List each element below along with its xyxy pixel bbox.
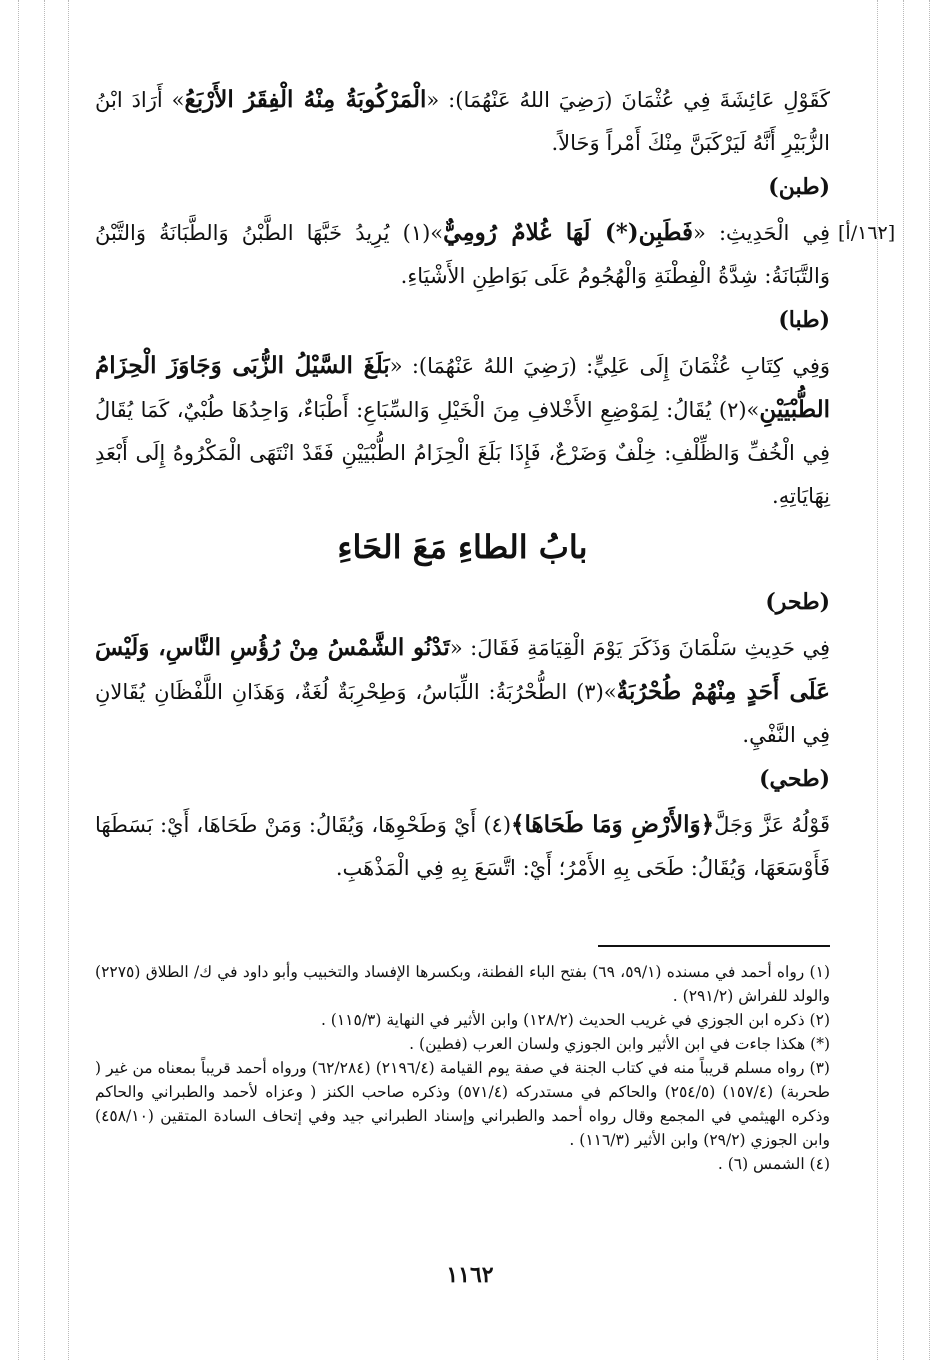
scan-dotted-line xyxy=(68,0,69,1360)
scan-dotted-line xyxy=(44,0,45,1360)
hadith-phrase: فَطَبِن(*) لَهَا غُلامٌ رُومِيٌّ xyxy=(443,219,693,246)
quoted-phrase: الْمَرْكُوبَةُ مِنْهُ الْفِقَرُ الأَرْبَعُ xyxy=(184,86,427,113)
footnote-3: (٣) رواه مسلم قريباً منه في كتاب الجنة في صفة يوم القيامة (٢١٩٦/٤) (٦٢/٢٨٤) ورواه أحمد قريباً بمعناه من غير ( طحربة) (١٥٧/٤) (٢٥٤/٥) والحاكم في مستدركه (٥٧١/٤) وذكره صاحب الكنز ( وعزاه لأحمد والطبراني والحاكم وذكره الهيثمي في المجمع وقال رواه أحمد والطبراني وإسناد الطبراني جيد وفي إتحاف السادة المتقين (٤٥٨/١٠) وابن الجوزي (٢٩/٢) وابن الأثير (١١٦/٣) . xyxy=(95,1059,831,1149)
entry-heading-taha: (طحي) xyxy=(759,766,830,792)
paragraph-3: وَفِي كِتَابِ عُثْمَانَ إِلَى عَلِيٍّ: (رَضِيَ اللهُ عَنْهُمَا): «بَلَغَ السَّيْلُ الزُّبَى وَجَاوَزَ الْحِزَامُ الطُّبْيَيْنِ»(٢) يُقَالُ: لِمَوْضِعِ الأَخْلافِ مِنَ الْخَيْلِ وَالسِّبَاعِ: أَطْبَاءٌ، وَاحِدُهَا طُبْيٌ، كَمَا يُقَالُ فِي الْخُفِّ وَالظِّلْفِ: خِلْفٌ وَضَرْعٌ، فَإِذَا بَلَغَ الْحِزَامُ الطُّبْيَيْنِ فَقَدْ انْتَهَى الْمَكْرُوهُ إِلَى أَبْعَدِ نِهَايَاتِهِ. xyxy=(95,352,830,508)
paragraph-2: فِي الْحَدِيثِ: «فَطَبِن(*) لَهَا غُلامٌ رُومِيٌّ»(١) يُرِيدُ خَبَّهَا الطَّبْنُ وَالطَّبَانَةُ وَالتَّبْنُ وَالتَّبَانَةُ: شِدَّةُ الْفِطْنَةِ وَالْهُجُومُ عَلَى بَوَاطِنِ الأَشْيَاءِ. xyxy=(95,219,830,288)
proverb-phrase: بَلَغَ السَّيْلُ الزُّبَى وَجَاوَزَ الْحِزَامُ الطُّبْيَيْنِ xyxy=(95,352,830,423)
scan-dotted-line xyxy=(903,0,904,1360)
entry-heading-taba: (طبا) xyxy=(778,307,830,333)
footnote-1: (١) رواه أحمد في مسنده (٥٩/١، ٦٩) بفتح الباء الفطنة، وبكسرها الإفساد والتخبيب وأبو داود في ك/ الطلاق (٢٢٧٥) والولد للفراش (٢٩١/٢) . xyxy=(95,963,830,1005)
footnote-star: (*) هكذا جاءت في ابن الأثير وابن الجوزي ولسان العرب (فطين) . xyxy=(409,1035,830,1053)
scan-dotted-line xyxy=(929,0,930,1360)
margin-reference: [١٦٢/أ] xyxy=(838,222,896,244)
chapter-title: بابُ الطاءِ مَعَ الحَاءِ xyxy=(337,528,588,566)
paragraph-1: كَقَوْلِ عَائِشَةَ فِي عُثْمَانَ (رَضِيَ اللهُ عَنْهُمَا): «الْمَرْكُوبَةُ مِنْهُ الْفِقَرُ الأَرْبَعُ» أَرَادَ ابْنُ الزُّبَيْرِ أَنَّهُ لَيَرْكَبَنَّ مِنْكَ أَمْراً وَحَالاً. xyxy=(95,86,831,155)
footnotes xyxy=(95,960,830,1176)
footnote-4: (٤) الشمس (٦) . xyxy=(717,1155,830,1173)
entry-heading-tahr: (طحر) xyxy=(765,589,830,615)
page-number: ١١٦٢ xyxy=(446,1262,494,1288)
entry-heading-tabn: (طبن) xyxy=(768,174,830,200)
scan-dotted-line xyxy=(877,0,878,1360)
footnote-2: (٢) ذكره ابن الجوزي في غريب الحديث (١٢٨/٢) وابن الأثير في النهاية (١١٥/٣) . xyxy=(320,1011,830,1029)
quran-verse: ﴿وَالأَرْضِ وَمَا طَحَاهَا﴾ xyxy=(511,811,715,838)
paragraph-4: فِي حَدِيثِ سَلْمَانَ وَذَكَرَ يَوْمَ الْقِيَامَةِ فَقَالَ: «تَدْنُو الشَّمْسُ مِنْ رُؤُسِ النَّاسِ، وَلَيْسَ عَلَى أَحَدٍ مِنْهُمْ طُحْرُبَةٌ»(٣) الطُّحْرُبَةُ: اللِّبَاسُ، وَطِحْرِبَةٌ لُغَةٌ، وَهَذَانِ اللَّفْظَانِ يُقَالانِ فِي النَّفْيِ. xyxy=(95,634,830,747)
scan-dotted-line xyxy=(18,0,19,1360)
main-text xyxy=(95,78,830,890)
paragraph-5: قَوْلُهُ عَزَّ وَجَلَّ﴿وَالأَرْضِ وَمَا طَحَاهَا﴾(٤) أَيْ وَطَحْوِهَا، وَيُقَالُ: وَمَنْ طَحَاهَا، أَيْ: بَسَطَهَا فَأَوْسَعَهَا، وَيُقَالُ: طَحَى بِهِ الأَمْرُ؛ أَيْ: اتَّسَعَ بِهِ فِي الْمَذْهَبِ. xyxy=(95,811,830,880)
hadith-phrase: تَدْنُو الشَّمْسُ مِنْ رُؤُسِ النَّاسِ، وَلَيْسَ عَلَى أَحَدٍ مِنْهُمْ طُحْرُبَةٌ xyxy=(95,634,830,705)
footnote-divider xyxy=(598,945,830,947)
